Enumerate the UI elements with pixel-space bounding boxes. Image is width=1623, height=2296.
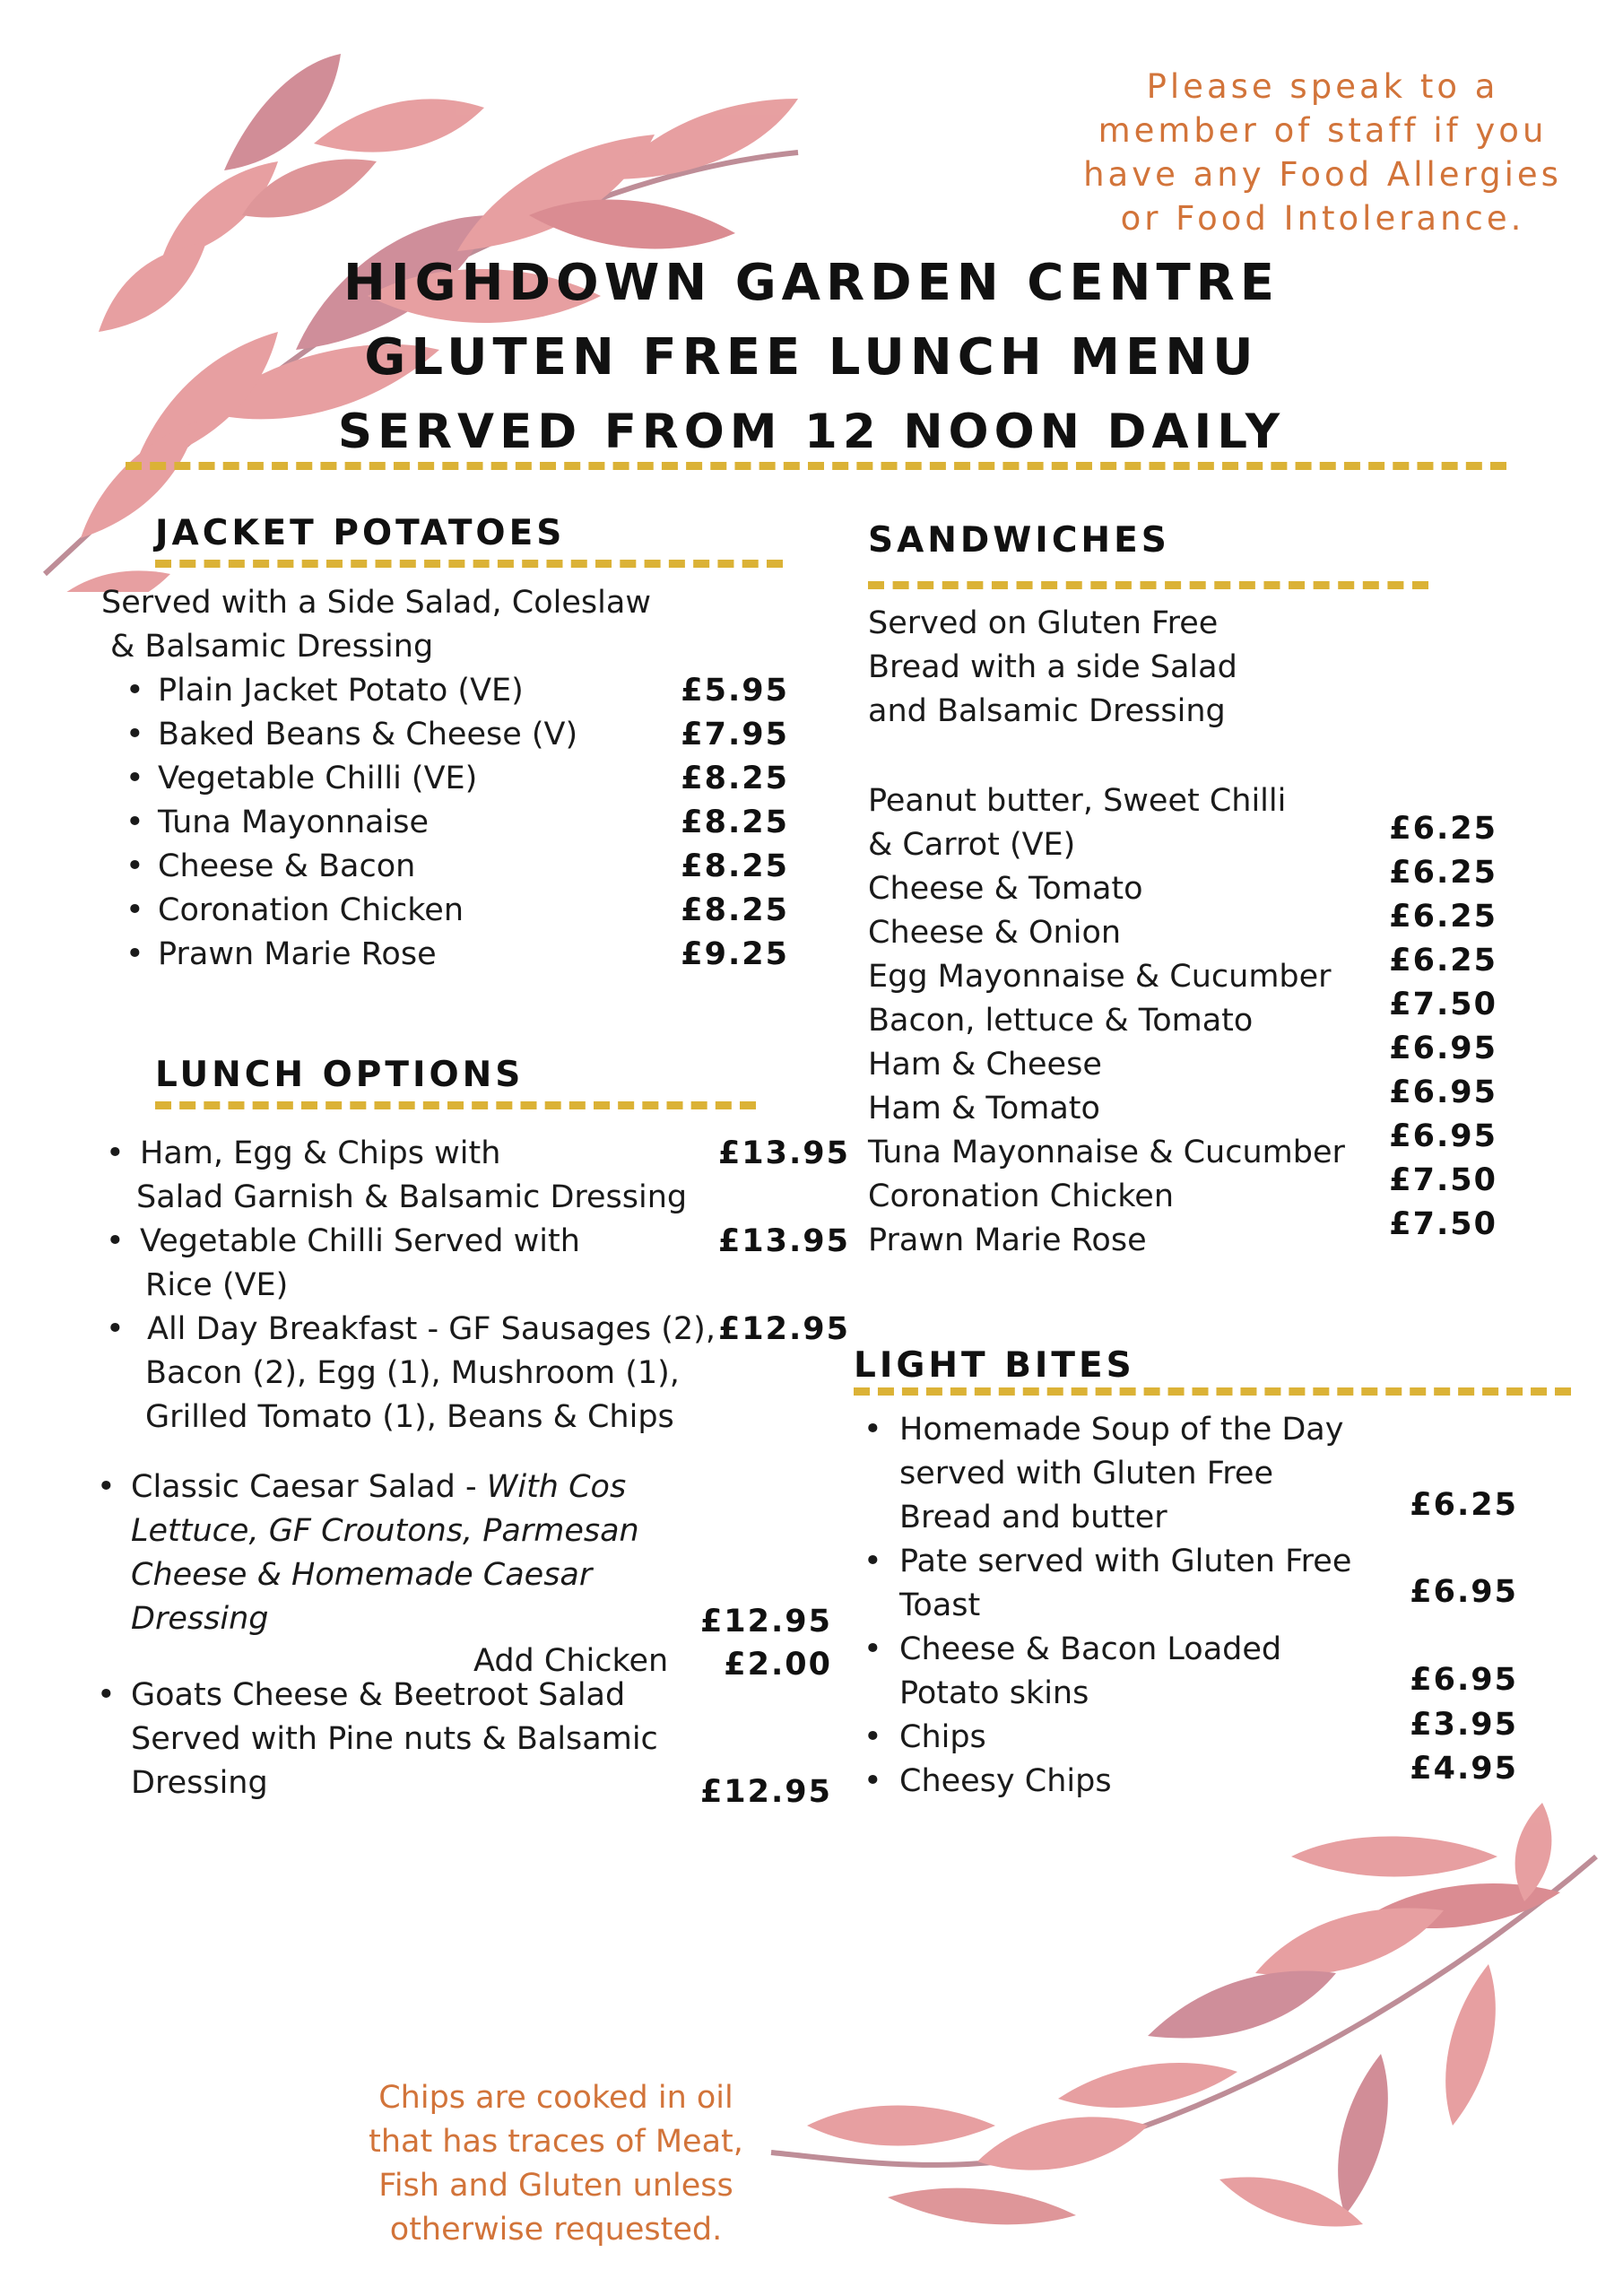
item-price: £12.95 — [699, 1774, 832, 1810]
sandwich-price: £6.25 — [1389, 855, 1497, 891]
item-name: Homemade Soup of the Day — [899, 1412, 1344, 1448]
jacket-desc — [101, 581, 651, 669]
sandwich-item: Cheese & Tomato — [868, 871, 1143, 907]
allergy-line: member of staff if you — [1098, 111, 1548, 150]
item-price: £12.95 — [699, 1604, 832, 1639]
lunch-item-breakfast: • All Day Breakfast - GF Sausages (2), Bacon (2), Egg (1), Mushroom (1), Grilled Tomato (1), Beans & Chips £12.95 — [106, 1308, 850, 1439]
sandwich-price: £6.25 — [1389, 899, 1497, 935]
item-name: Served with Pine nuts & Balsamic — [131, 1721, 658, 1757]
sandwiches-desc — [868, 602, 1237, 734]
addon-price: £2.00 — [724, 1647, 832, 1683]
lunch-divider — [155, 1101, 756, 1109]
item-price: £12.95 — [717, 1311, 850, 1347]
sandwich-price: £6.25 — [1389, 943, 1497, 978]
sandwiches-list — [868, 779, 1345, 1263]
item-name: Coronation Chicken — [158, 892, 464, 928]
item-name: Pate served with Gluten Free — [899, 1544, 1352, 1579]
sandwich-price: £6.95 — [1389, 1031, 1497, 1066]
item-name: Rice (VE) — [145, 1267, 289, 1303]
item-name: Chips — [899, 1719, 986, 1755]
allergy-notice — [1054, 65, 1592, 240]
sandwiches-desc-line: Served on Gluten Free — [868, 605, 1219, 641]
item-name: Toast — [899, 1587, 981, 1623]
item-price: £6.25 — [1410, 1487, 1518, 1523]
section-heading-lunch: LUNCH OPTIONS — [155, 1055, 525, 1095]
sandwiches-desc-line: and Balsamic Dressing — [868, 693, 1226, 729]
chips-notice — [359, 2076, 753, 2252]
item-desc: Dressing — [131, 1601, 269, 1637]
jacket-list — [126, 669, 789, 977]
leaf-decoration-top — [27, 36, 834, 592]
chips-notice-line: that has traces of Meat, — [369, 2124, 743, 2160]
sandwich-price: £7.50 — [1389, 1162, 1497, 1198]
section-heading-light-bites: LIGHT BITES — [854, 1345, 1135, 1386]
item-price: £7.95 — [681, 717, 789, 752]
sandwich-item: Coronation Chicken — [868, 1178, 1175, 1214]
addon-label: Add Chicken — [473, 1643, 669, 1679]
section-heading-jacket: JACKET POTATOES — [155, 513, 566, 553]
item-name: Cheese & Bacon — [158, 848, 416, 884]
jacket-desc-line: & Balsamic Dressing — [110, 629, 434, 665]
item-name: Vegetable Chilli Served with — [140, 1223, 580, 1259]
sandwiches-prices — [1381, 807, 1497, 1247]
sandwich-price: £6.95 — [1389, 1118, 1497, 1154]
title-served: SERVED FROM 12 NOON DAILY — [337, 404, 1286, 459]
light-item-potato-skins: • Cheese & Bacon Loaded Potato skins £6.95 — [864, 1628, 1518, 1716]
light-item-pate: • Pate served with Gluten Free Toast £6.95 — [864, 1540, 1518, 1628]
light-item-chips: • Chips £3.95 — [864, 1716, 1518, 1760]
item-name: Goats Cheese & Beetroot Salad — [131, 1677, 626, 1713]
item-name: Classic Caesar Salad - — [131, 1469, 487, 1505]
sandwich-price: £6.25 — [1389, 811, 1497, 847]
item-name: Tuna Mayonnaise — [158, 804, 430, 840]
title-menu: GLUTEN FREE LUNCH MENU — [364, 328, 1259, 387]
chips-notice-line: otherwise requested. — [389, 2212, 723, 2248]
item-price: £6.95 — [1410, 1662, 1518, 1698]
sandwich-item: Prawn Marie Rose — [868, 1222, 1147, 1258]
item-price: £9.25 — [681, 936, 789, 972]
sandwich-item: Tuna Mayonnaise & Cucumber — [868, 1135, 1345, 1170]
lunch-item-caesar: • Classic Caesar Salad - With Cos Lettuce, GF Croutons, Parmesan Cheese & Homemade Caesar Dressing £12.95 Add Chicken £2.00 — [97, 1465, 832, 1641]
chips-notice-line: Fish and Gluten unless — [378, 2168, 733, 2204]
title-garden-centre: HIGHDOWN GARDEN CENTRE — [343, 254, 1280, 312]
jacket-divider — [155, 560, 783, 568]
sandwich-item: Egg Mayonnaise & Cucumber — [868, 959, 1332, 995]
item-name: Potato skins — [899, 1675, 1089, 1711]
item-name: Prawn Marie Rose — [158, 936, 437, 972]
item-name: Ham, Egg & Chips with — [140, 1135, 501, 1171]
sandwich-price: £7.50 — [1389, 987, 1497, 1022]
item-name: Cheesy Chips — [899, 1763, 1112, 1799]
item-name: Dressing — [131, 1765, 268, 1801]
item-price: £6.95 — [1410, 1574, 1518, 1610]
leaf-decoration-bottom — [753, 1785, 1614, 2287]
item-desc: Lettuce, GF Croutons, Parmesan — [131, 1513, 639, 1549]
sandwich-price: £6.95 — [1389, 1074, 1497, 1110]
item-price: £8.25 — [681, 892, 789, 928]
item-desc: Cheese & Homemade Caesar — [131, 1557, 593, 1593]
menu-item: • Vegetable Chilli (VE) £8.25 — [126, 757, 789, 801]
title-divider — [126, 462, 1506, 470]
section-heading-sandwiches: SANDWICHES — [868, 520, 1170, 561]
item-name: Salad Garnish & Balsamic Dressing — [136, 1179, 688, 1215]
lunch-item-ham-egg: • Ham, Egg & Chips with Salad Garnish & Balsamic Dressing £13.95 — [106, 1132, 850, 1220]
item-name: Bread and butter — [899, 1500, 1167, 1535]
sandwich-item: & Carrot (VE) — [868, 827, 1076, 863]
item-name: All Day Breakfast - GF Sausages (2), — [147, 1311, 716, 1347]
jacket-desc-line: Served with a Side Salad, Coleslaw — [101, 585, 651, 621]
item-price: £4.95 — [1410, 1751, 1518, 1787]
lunch-item-veg-chilli: • Vegetable Chilli Served with Rice (VE) £13.95 — [106, 1220, 850, 1308]
item-price: £13.95 — [717, 1223, 850, 1259]
sandwiches-divider — [868, 581, 1428, 589]
lunch-item-goats-cheese: • Goats Cheese & Beetroot Salad Served with Pine nuts & Balsamic Dressing £12.95 — [97, 1674, 832, 1805]
menu-item: • Cheese & Bacon £8.25 — [126, 845, 789, 889]
item-name: Grilled Tomato (1), Beans & Chips — [145, 1399, 674, 1435]
sandwich-item: Bacon, lettuce & Tomato — [868, 1003, 1254, 1039]
item-price: £3.95 — [1410, 1707, 1518, 1743]
item-price: £13.95 — [717, 1135, 850, 1171]
menu-item: • Coronation Chicken £8.25 — [126, 889, 789, 933]
item-price: £8.25 — [681, 848, 789, 884]
light-bites-divider — [854, 1387, 1571, 1396]
sandwich-price: £7.50 — [1389, 1206, 1497, 1242]
allergy-line: have any Food Allergies — [1083, 155, 1562, 194]
menu-item: • Prawn Marie Rose £9.25 — [126, 933, 789, 977]
item-name: Cheese & Bacon Loaded — [899, 1631, 1282, 1667]
light-item-cheesy-chips: • Cheesy Chips £4.95 — [864, 1760, 1518, 1804]
sandwich-item: Ham & Cheese — [868, 1047, 1102, 1083]
chips-notice-line: Chips are cooked in oil — [378, 2080, 733, 2116]
sandwich-item: Peanut butter, Sweet Chilli — [868, 783, 1287, 819]
menu-item: • Tuna Mayonnaise £8.25 — [126, 801, 789, 845]
item-name: served with Gluten Free — [899, 1456, 1273, 1492]
item-name: Vegetable Chilli (VE) — [158, 761, 478, 796]
menu-item: • Baked Beans & Cheese (V) £7.95 — [126, 713, 789, 757]
sandwiches-desc-line: Bread with a side Salad — [868, 649, 1237, 685]
item-price: £8.25 — [681, 804, 789, 840]
sandwich-item: Cheese & Onion — [868, 915, 1122, 951]
menu-item: • Plain Jacket Potato (VE) £5.95 — [126, 669, 789, 713]
item-name: Baked Beans & Cheese (V) — [158, 717, 578, 752]
item-price: £8.25 — [681, 761, 789, 796]
item-name: Bacon (2), Egg (1), Mushroom (1), — [145, 1355, 680, 1391]
allergy-line: or Food Intolerance. — [1120, 199, 1525, 238]
allergy-line: Please speak to a — [1146, 67, 1499, 106]
item-name: Plain Jacket Potato (VE) — [158, 673, 524, 709]
sandwich-item: Ham & Tomato — [868, 1091, 1100, 1126]
item-desc: With Cos — [486, 1469, 627, 1505]
light-item-soup: • Homemade Soup of the Day served with Gluten Free Bread and butter £6.25 — [864, 1408, 1518, 1540]
item-price: £5.95 — [681, 673, 789, 709]
